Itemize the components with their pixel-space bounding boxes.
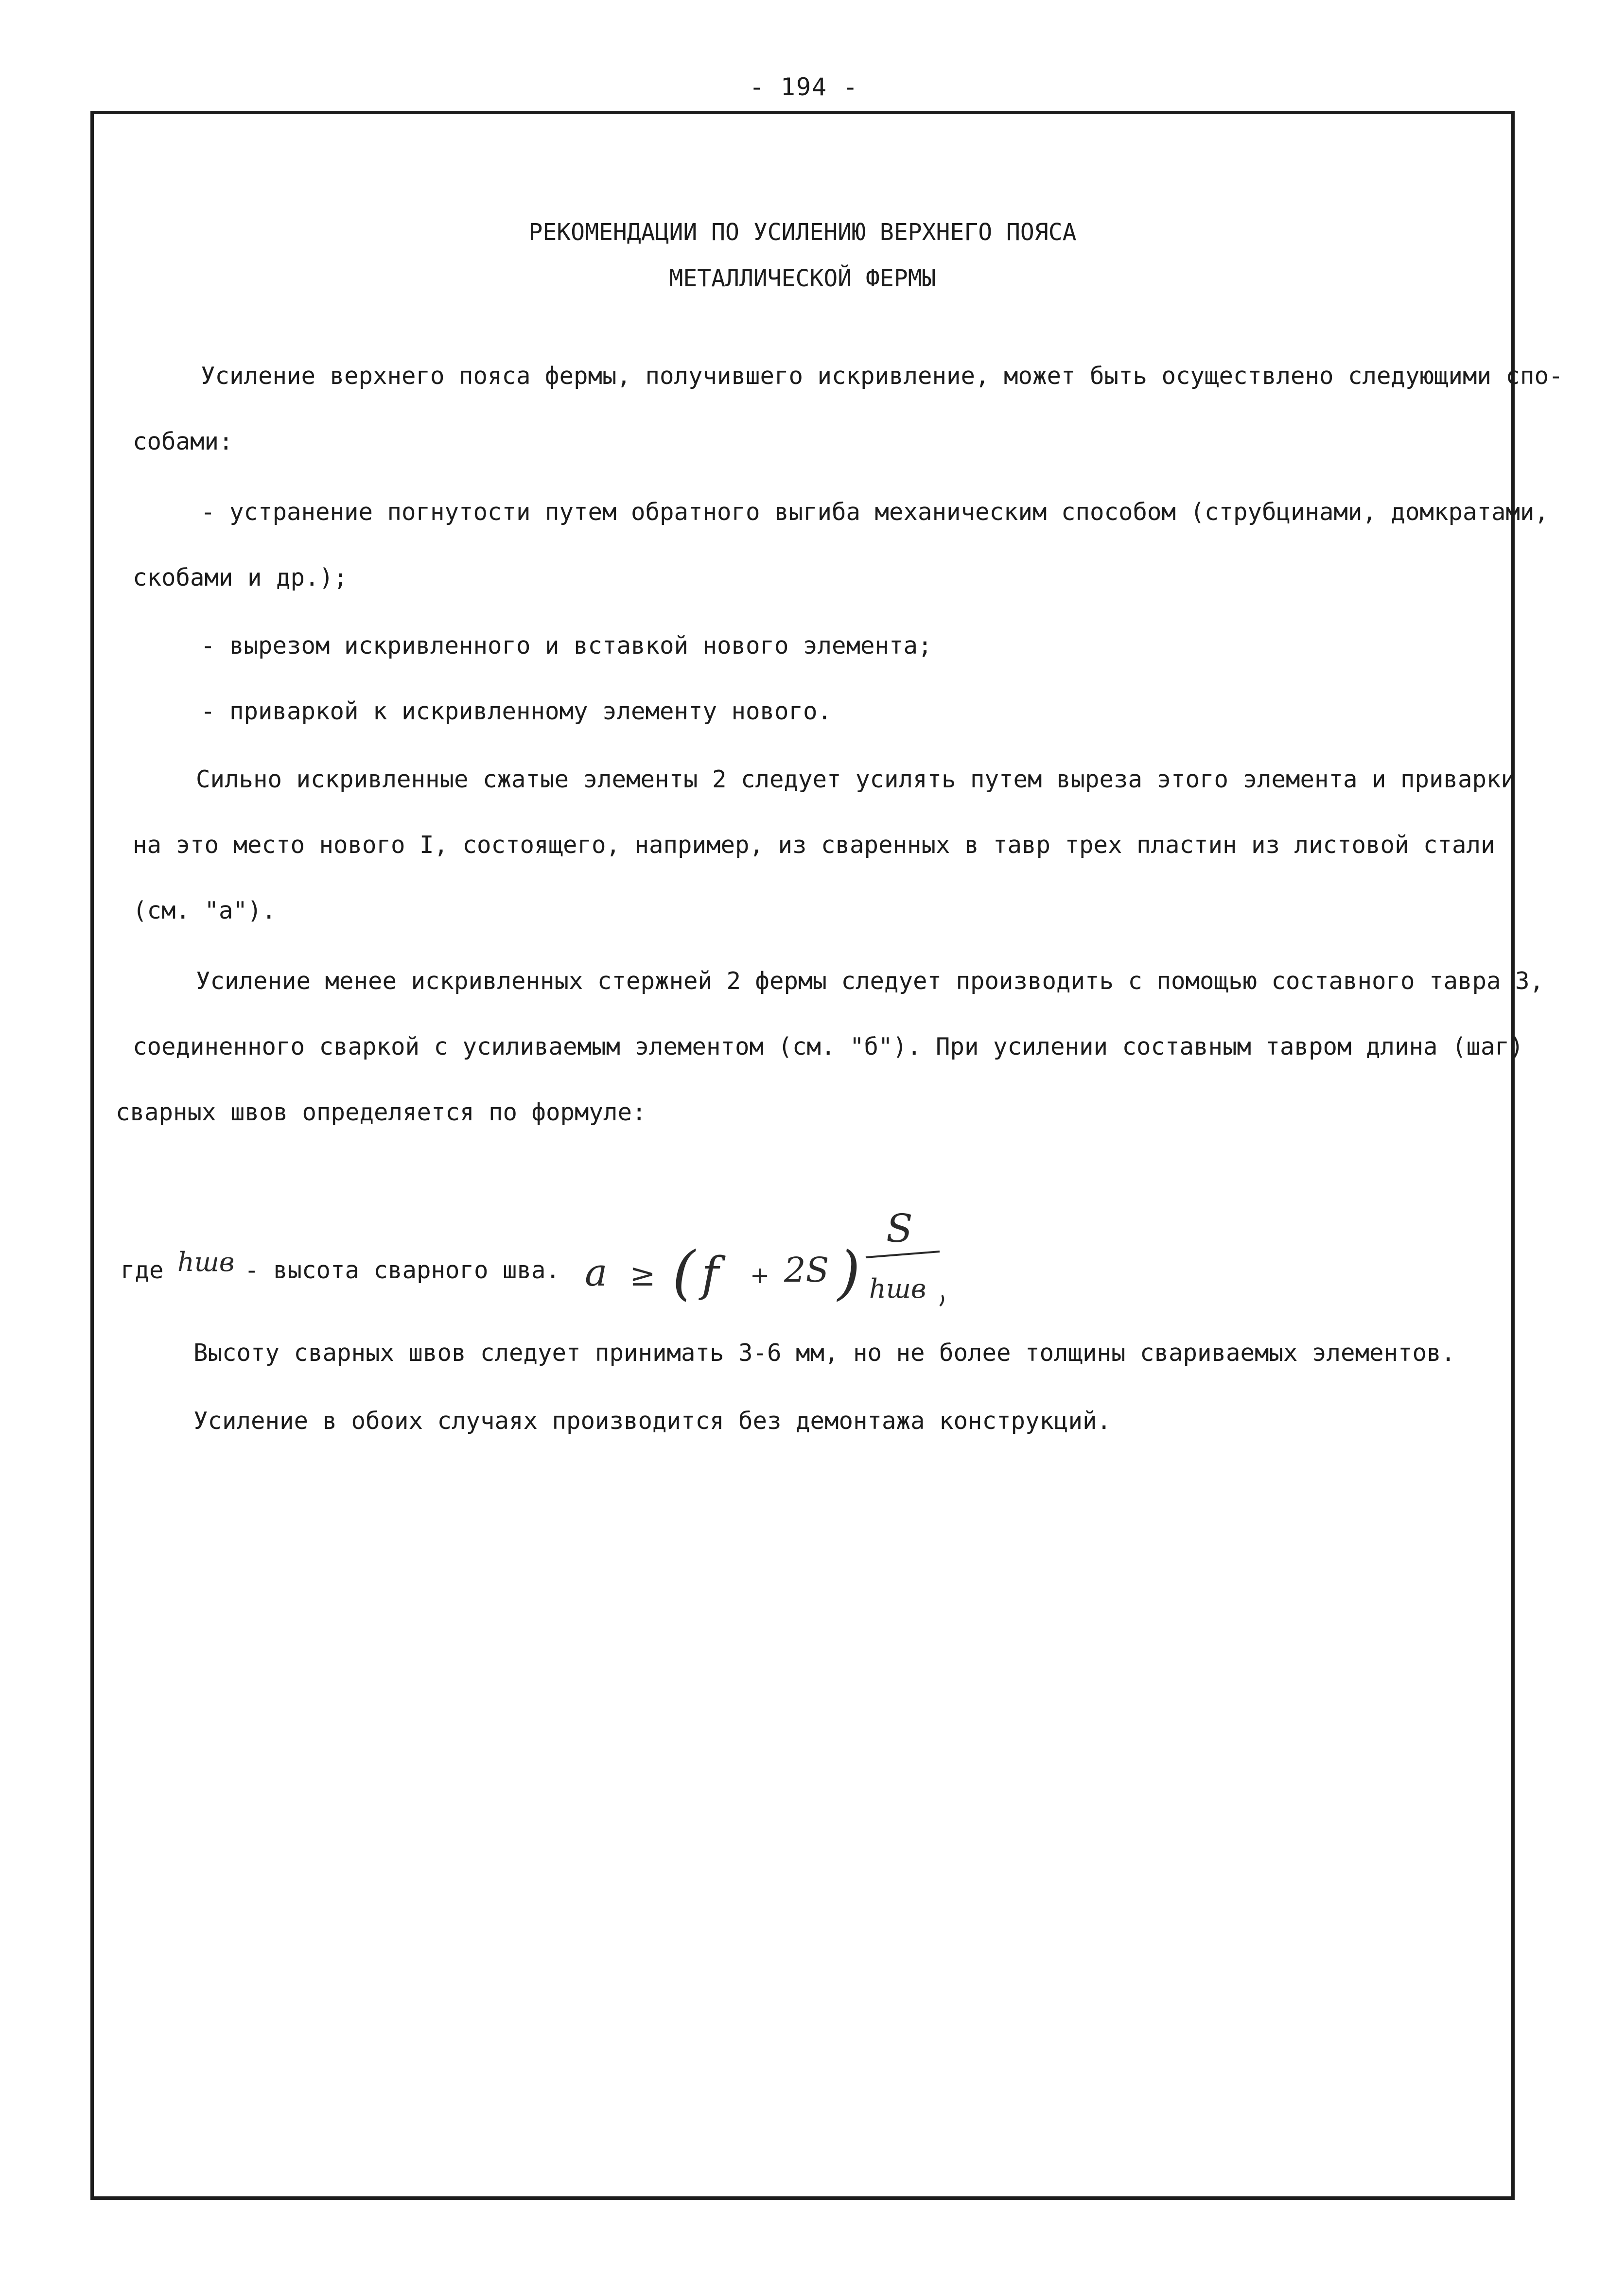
formula-plus: + [750,1262,770,1289]
page-number: - 194 - [749,73,859,101]
document-title-line-2: МЕТАЛЛИЧЕСКОЙ ФЕРМЫ [669,265,936,292]
paragraph-4: Высоту сварных швов следует принимать 3-6 мм, но не более толщины свариваемых элементов. [193,1339,1456,1367]
formula-explanation-prefix: где [121,1256,164,1284]
formula-comma [940,1295,943,1306]
paragraph-1-line-1: Усиление верхнего пояса фермы, получившего искривление, может быть осуществлено следующими спо- [201,362,1563,390]
weld-step-formula [585,1174,1047,1349]
formula-numerator: S [886,1206,913,1251]
paragraph-3-line-1: Усиление менее искривленных стержней 2 фермы следует производить с помощью составного тавра 3, [196,967,1544,995]
formula-lhs: a [585,1251,608,1295]
formula-explanation-suffix: - высота сварного шва. [245,1256,560,1284]
paragraph-3-line-2: соединенного сваркой с усиливаемым элементом (см. "б"). При усилении составным тавром длина (шаг) [133,1033,1524,1061]
formula-close-paren: ) [838,1239,860,1307]
formula-relation: ≥ [629,1257,656,1293]
formula-fraction-bar [866,1252,940,1257]
list-item-1-line-1: - устранение погнутости путем обратного выгиба механическим способом (струбцинами, домкратами, [201,498,1549,526]
document-title-line-1: РЕКОМЕНДАЦИИ ПО УСИЛЕНИЮ ВЕРХНЕГО ПОЯСА [528,219,1077,246]
formula-open-paren: ( [672,1239,695,1307]
weld-height-symbol [177,1237,235,1290]
formula-f: f [701,1247,719,1302]
formula-denominator: hшв [869,1273,926,1304]
paragraph-5: Усиление в обоих случаях производится без демонтажа конструкций. [193,1407,1112,1435]
page-frame [90,111,1563,2200]
paragraph-3-line-3: сварных швов определяется по формуле: [116,1098,647,1126]
formula-2s: 2S [784,1250,829,1290]
paragraph-2-line-1: Сильно искривленные сжатые элементы 2 следует усилять путем выреза этого элемента и приварки [196,765,1516,793]
list-item-1-line-2: скобами и др.); [133,564,348,591]
paragraph-2-line-2: на это место нового I, состоящего, например, из сваренных в тавр трех пластин из листовой стали [133,831,1495,859]
weld-height-symbol-text: hшв [177,1247,235,1277]
paragraph-2-line-3: (см. "а"). [133,897,277,924]
list-item-3: - приваркой к искривленному элементу нового. [201,697,832,725]
list-item-2: - вырезом искривленного и вставкой нового элемента; [201,632,932,660]
paragraph-1-line-2: собами: [133,428,233,455]
